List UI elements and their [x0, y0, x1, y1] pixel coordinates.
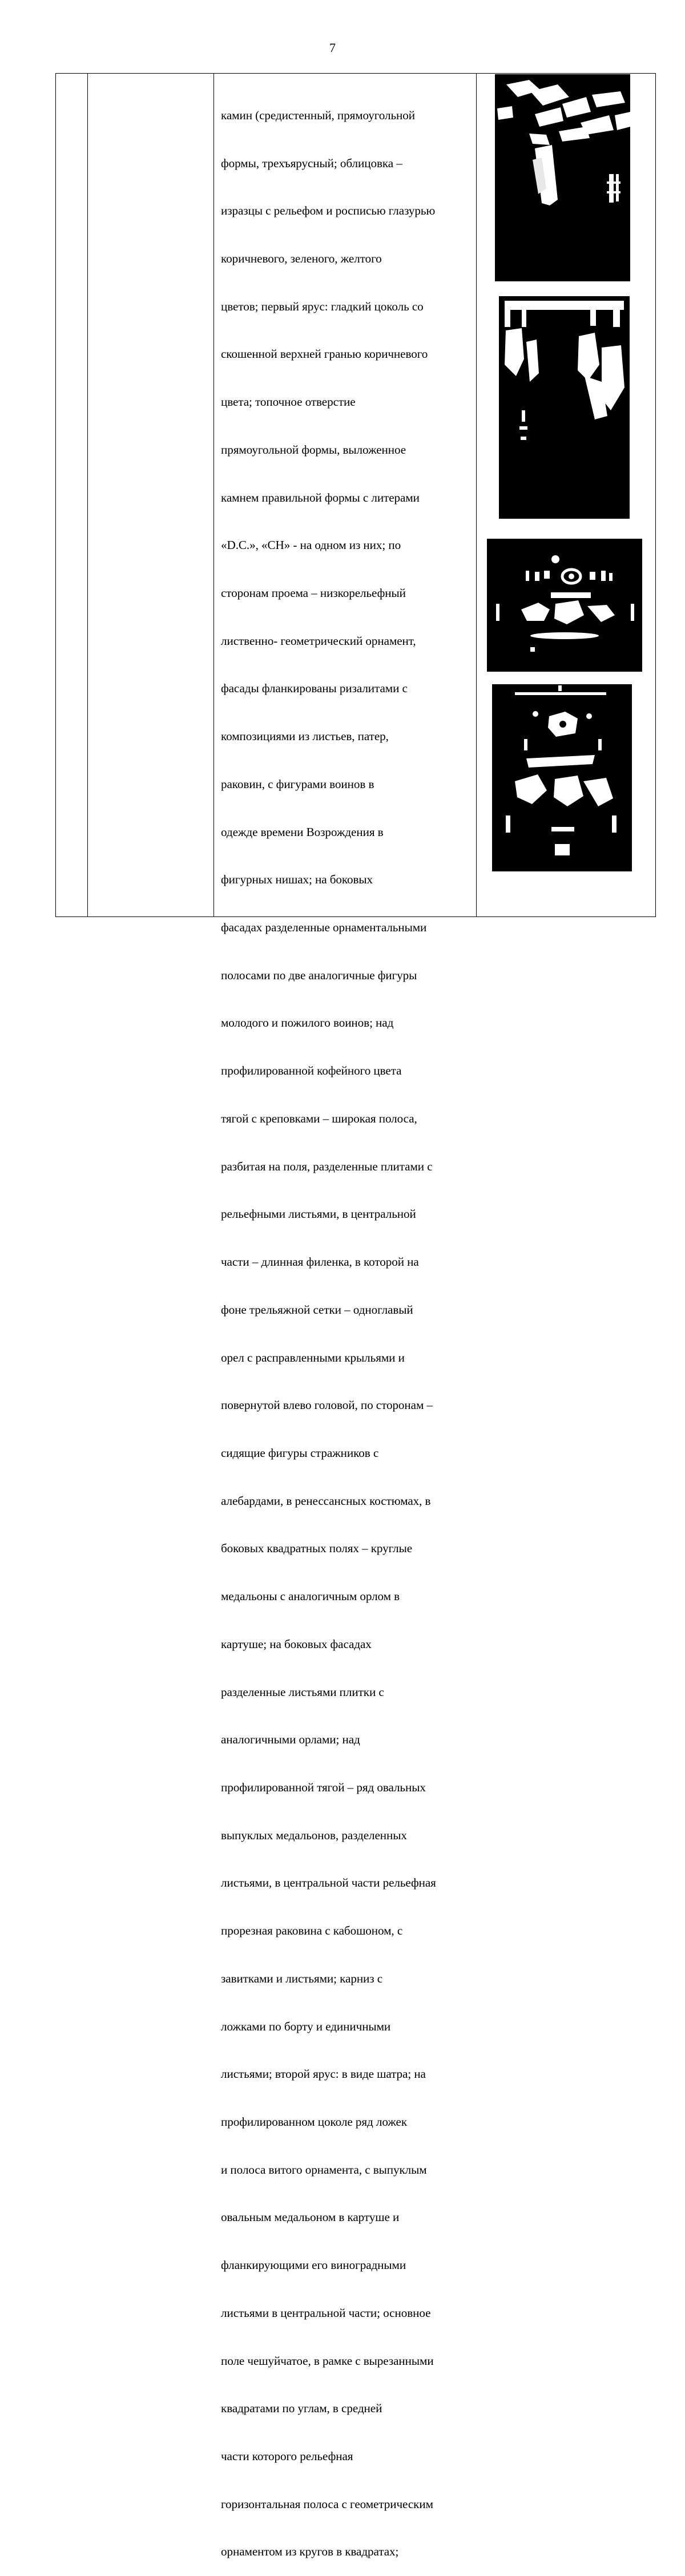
description-line: профилированном цоколе ряд ложек [221, 2115, 408, 2129]
description-line: орел с расправленными крыльями и [221, 1350, 405, 1364]
description-line: формы, трехъярусный; облицовка – [221, 156, 402, 170]
description-line: выпуклых медальонов, разделенных [221, 1828, 407, 1842]
description-line: коричневого, зеленого, желтого [221, 251, 382, 265]
description-line: профилированной тягой – ряд овальных [221, 1780, 426, 1794]
description-line: молодого и пожилого воинов; над [221, 1016, 394, 1030]
description-line: завитками и листьями; карниз с [221, 1971, 383, 1985]
description-line: разбитая на поля, разделенные плитами с [221, 1159, 433, 1173]
fireplace-photo-eagle-band [487, 535, 642, 672]
description-line: лиственно- геометрический орнамент, [221, 633, 416, 648]
description-line: фасады фланкированы ризалитами с [221, 681, 408, 696]
description-line: фоне трельяжной сетки – одноглавый [221, 1302, 413, 1317]
description-line: прорезная раковина с кабошоном, с [221, 1924, 403, 1938]
description-line: части – длинная филенка, в которой на [221, 1255, 419, 1269]
description-line: квадратами по углам, в средней [221, 2401, 382, 2416]
description-line: аналогичными орлами; над [221, 1733, 360, 1747]
description-line: овальным медальоном в картуше и [221, 2210, 400, 2224]
description-line: орнаментом из кругов в квадратах; [221, 2545, 399, 2559]
description-line: изразцы с рельефом и росписью глазурью [221, 204, 436, 218]
description-line: сидящие фигуры стражников с [221, 1446, 379, 1460]
description-line: листьями, в центральной части рельефная [221, 1876, 436, 1890]
description-line: прямоугольной формы, выложенное [221, 442, 406, 457]
column-divider-1 [87, 74, 88, 916]
fireplace-photo-front [499, 296, 630, 519]
description-line: поле чешуйчатое, в рамке с вырезанными [221, 2353, 434, 2368]
description-line: композициями из листьев, патер, [221, 729, 389, 744]
description-line: полосами по две аналогичные фигуры [221, 968, 417, 982]
description-line: фигурных нишах; на боковых [221, 873, 373, 887]
description-line: тягой с креповками – широкая полоса, [221, 1111, 417, 1125]
page-number: 7 [329, 41, 336, 55]
description-line: горизонтальная полоса с геометрическим [221, 2497, 433, 2511]
description-line: картуше; на боковых фасадах [221, 1637, 372, 1651]
description-line: камин (средистенный, прямоугольной [221, 108, 416, 122]
description-line: сторонам проема – низкорельефный [221, 586, 406, 600]
fireplace-photo-upper-tier [492, 684, 632, 871]
description-line: профилированной кофейного цвета [221, 1064, 402, 1078]
description-line: алебардами, в ренессансных костюмах, в [221, 1493, 431, 1508]
description-cell [221, 76, 472, 2576]
description-line: «D.С.», «СН» - на одном из них; по [221, 538, 401, 552]
description-line: фасадах разделенные орнаментальными [221, 920, 427, 935]
column-divider-2 [213, 74, 214, 916]
description-line: части которого рельефная [221, 2449, 353, 2464]
description-line: раковин, с фигурами воинов в [221, 777, 374, 791]
description-line: скошенной верхней гранью коричневого [221, 347, 428, 361]
description-line: листьями в центральной части; основное [221, 2306, 431, 2320]
description-line: цветов; первый ярус: гладкий цоколь со [221, 299, 424, 313]
description-line: одежде времени Возрождения в [221, 825, 384, 839]
fireplace-photo-top [495, 74, 630, 281]
description-line: разделенные листьями плитки с [221, 1685, 384, 1699]
description-line: цвета; топочное отверстие [221, 395, 356, 409]
description-line: и полоса витого орнамента, с выпуклым [221, 2162, 427, 2177]
description-line: фланкирующими его виноградными [221, 2258, 406, 2272]
description-line: медальоны с аналогичным орлом в [221, 1589, 400, 1604]
description-line: боковых квадратных полях – круглые [221, 1541, 413, 1556]
column-divider-3 [476, 74, 477, 916]
description-line: листьями; второй ярус: в виде шатра; на [221, 2067, 426, 2081]
description-line: камнем правильной формы с литерами [221, 490, 420, 504]
description-line: ложками по борту и единичными [221, 2019, 391, 2033]
description-line: повернутой влево головой, по сторонам – [221, 1398, 433, 1412]
description-line: рельефными листьями, в центральной [221, 1207, 416, 1221]
